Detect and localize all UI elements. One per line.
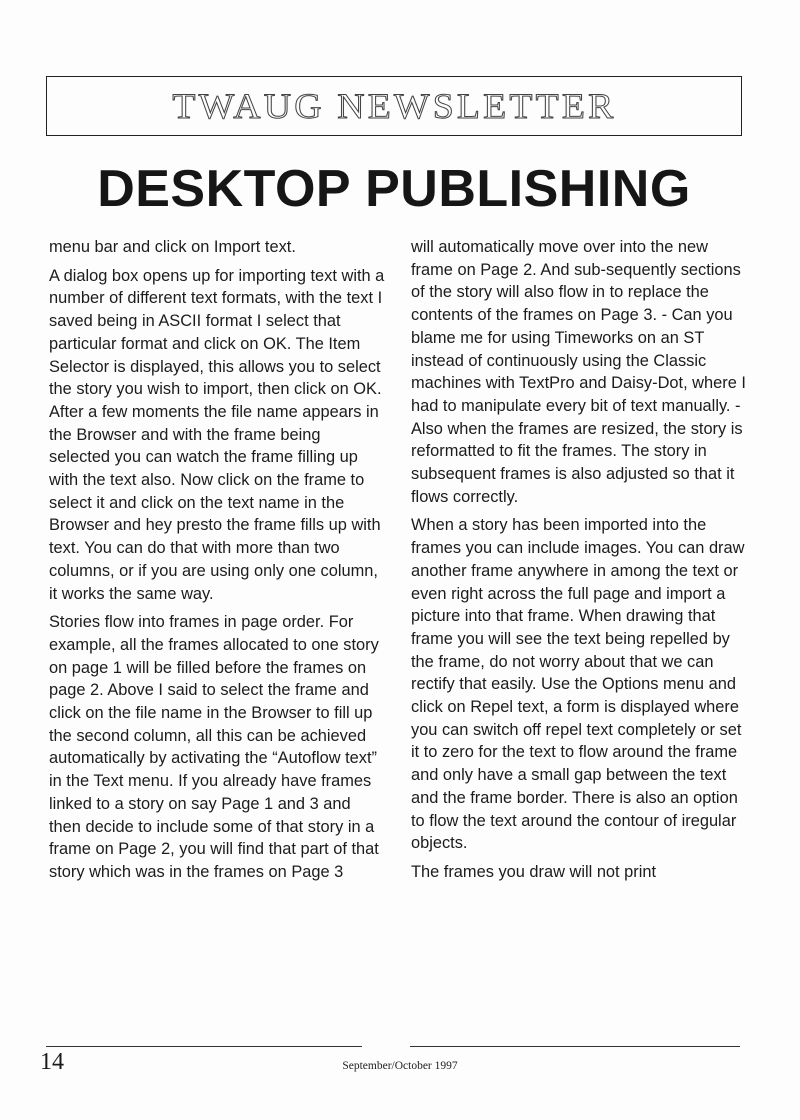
footer-rule-right: [410, 1046, 740, 1047]
paragraph: will automatically move over into the new frame on Page 2. And sub-sequently sections of the story will also flow in to replace the contents of the frames on Page 3. - Can you blame me for using Timeworks on an ST instead of continuously using the Classic machines with TextPro and Daisy-Dot, where I had to manipulate every bit of text manually. - Also when the frames are resized, the story is reformatted to fit the frames. The story in subsequent frames is also adjusted so that it flows correctly.: [411, 238, 746, 506]
masthead-box: [46, 76, 742, 136]
paragraph: The frames you draw will not print: [411, 862, 657, 881]
masthead-title: TWAUG NEWSLETTER: [171, 86, 617, 126]
paragraph: When a story has been imported into the frames you can include images. You can draw another frame anywhere in among the text or even right across the full page and import a picture into that frame. When drawing that frame you will see the text being repelled by the frame, do not worry about that we can rectify that easily. Use the Options menu and click on Repel text, a form is displayed where you can switch off repel text completely or set it to zero for the text to flow around the frame and only have a small gap between the text and the frame border. There is also an option to flow the text around the contour of iregular objects.: [411, 516, 745, 853]
text-column-right: [411, 236, 749, 890]
page-number: 14: [40, 1049, 64, 1075]
paragraph: menu bar and click on Import text.: [49, 238, 296, 256]
text-column-left: [49, 236, 385, 890]
issue-date: September/October 1997: [342, 1060, 458, 1072]
paragraph: A dialog box opens up for importing text with a number of different text formats, with the text I saved being in ASCII format I select that particular format and click on OK. The Item Selector is displayed, this allows you to select the story you wish to import, then click on OK. After a few moments the file name appears in the Browser and with the frame being selected you can watch the frame filling up with the text also. Now click on the frame to select it and click on the text name in the Browser and hey presto the frame fills up with text. You can do that with more than two columns, or if you are using only one column, it works the same way.: [49, 266, 385, 603]
paragraph: Stories flow into frames in page order. For example, all the frames allocated to one story on page 1 will be filled before the frames on page 2. Above I said to select the frame and click on the file name in the Browser to fill up the second column, all this can be achieved automatically by activating the “Autoflow text” in the Text menu. If you already have frames linked to a story on say Page 1 and 3 and then decide to include some of that story in a frame on Page 2, you will find that part of that story which was in the frames on Page 3: [49, 613, 379, 881]
footer-rule-left: [46, 1046, 362, 1047]
article-headline: DESKTOP PUBLISHING: [97, 160, 691, 218]
